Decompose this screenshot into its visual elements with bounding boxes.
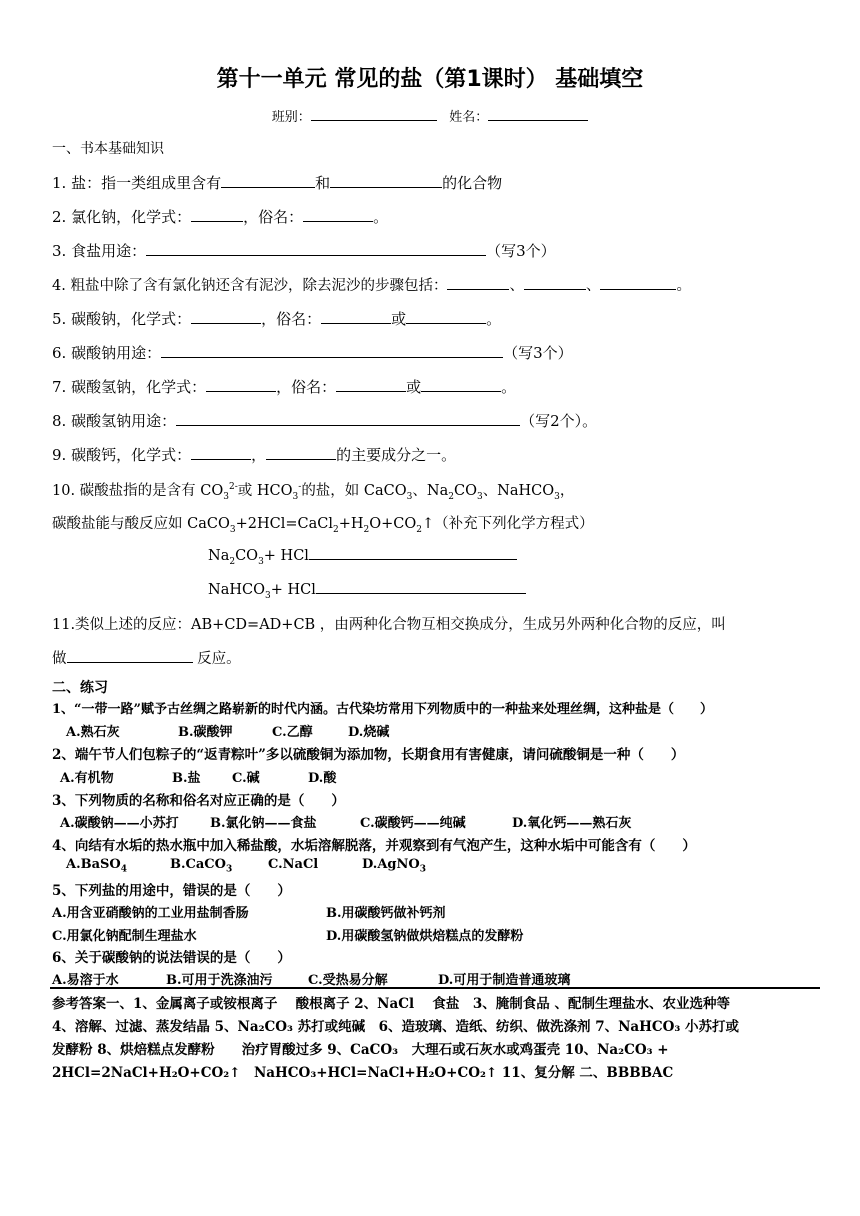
ex2-option-d[interactable]: D.酸 [308,771,337,786]
answer-line-2: 4、溶解、过滤、蒸发结晶 5、Na₂CO₃ 苏打或纯碱 6、造玻璃、造纸、纺织、做洗涤剂 7、NaHCO₃ 小苏打或 [52,1019,740,1035]
q7-text-d: 。 [501,378,517,396]
ex4-option-b[interactable] [170,857,268,875]
q3-blank[interactable] [146,241,486,256]
ex2-option-b[interactable]: B.盐 [172,771,201,786]
exercise-4-question: 4、向结有水垢的热水瓶中加入稀盐酸，水垢溶解脱落，并观察到有气泡产生，这种水垢中可能含有（ ） [52,838,696,854]
exercise-3-options [60,812,631,831]
ex4-d-text: D.AgNO [362,857,420,872]
q5-text-d: 。 [486,310,502,328]
q10-text-b: 或 HCO [237,483,293,499]
q5-text-a: 5. 碳酸钠，化学式： [52,310,192,328]
ex4-b-sub: 3 [225,864,233,875]
q4-text-a: 4. 粗盐中除了含有氯化钠还含有泥沙，除去泥沙的步骤包括： [52,278,448,294]
q10-text-f: ， [559,483,575,499]
eq1-s2: 3 [258,556,264,567]
answer-line-3: 发酵粉 8、烘焙糕点发酵粉 治疗胃酸过多 9、CaCO₃ 大理石或石灰水或鸡蛋壳 10、Na₂CO₃ + [52,1042,669,1058]
exercise-5-options-row-1 [52,902,446,921]
q10-text-c: 的盐，如 CaCO [301,483,407,499]
q10-l2-a: 碳酸盐能与酸反应如 CaCO [52,516,230,532]
q3-text-a: 3. 食盐用途： [52,242,147,260]
ex4-d-sub: 3 [419,864,426,875]
q7-text-b: ，俗名： [276,378,337,396]
question-10-line-1 [52,479,574,502]
q1-blank-2[interactable] [330,173,442,188]
ex6-option-d[interactable]: D.可用于制造普通玻璃 [438,973,571,988]
q9-blank-2[interactable] [266,445,336,460]
ex5-option-c[interactable]: C.用氯化钠配制生理盐水 [52,929,197,944]
answer-line-4: 2HCl=2NaCl+H₂O+CO₂↑ NaHCO₃+HCl=NaCl+H₂O+CO₂↑ 11、复分解 二、BBBBAC [52,1065,674,1081]
question-4 [52,274,691,295]
q10-d-sub2: 3 [476,491,483,502]
student-info-row [0,106,860,125]
question-9 [52,444,456,465]
q2-blank-1[interactable] [191,207,243,222]
q7-blank-2[interactable] [336,377,406,392]
question-5 [52,308,501,329]
question-7 [52,376,516,397]
q6-text-b: （写3个） [503,344,573,362]
answer-divider [50,987,820,989]
q1-text-a: 1. 盐：指一类组成里含有 [52,174,222,192]
q10-l2-s3: 2 [363,524,370,535]
ex2-option-c[interactable]: C.碱 [232,771,260,786]
q5-blank-1[interactable] [191,309,261,324]
q4-blank-3[interactable] [600,275,676,290]
q9-text-c: 的主要成分之一。 [336,446,457,464]
ex6-option-a[interactable]: A.易溶于水 [52,973,119,988]
question-1 [52,172,502,193]
ex4-option-a[interactable] [66,857,170,875]
q10-l2-d: O+CO [369,516,417,532]
q2-blank-2[interactable] [303,207,373,222]
exercise-1-options [66,721,389,740]
question-10-line-2 [52,512,594,535]
q10-hco3-sup: - [298,482,302,493]
exercise-2-question: 2、端午节人们包粽子的“返青粽叶”多以硫酸铜为添加物，长期食用有害健康，请问硫酸铜是一种（ ） [52,747,685,763]
question-6 [52,342,573,363]
exercise-4-options [66,857,426,875]
eq1-b: CO [235,548,259,564]
q10-equation-2 [208,579,526,601]
ex4-option-c[interactable]: C.NaCl [268,857,319,872]
q11-text-c: 反应。 [197,651,241,667]
q2-text-c: 。 [373,208,389,226]
eq2-s: 3 [264,590,271,601]
exercise-5-options-row-2 [52,925,523,944]
eq1-s1: 2 [229,556,236,567]
q4-blank-1[interactable] [447,275,509,290]
q7-blank-1[interactable] [206,377,276,392]
exercise-1-question: 1、“一带一路”赋予古丝绸之路崭新的时代内涵。古代染坊常用下列物质中的一种盐来处理丝绸，这种盐是（ ） [52,702,714,717]
q10-text-a: 10. 碳酸盐指的是含有 CO [52,483,224,499]
eq2-b: + HCl [270,582,316,598]
ex5-option-d[interactable]: D.用碳酸氢钠做烘焙糕点的发酵粉 [326,929,524,944]
q10-co3-sup: 2- [229,482,238,493]
q5-text-b: ，俗名： [261,310,322,328]
q7-blank-3[interactable] [421,377,501,392]
q9-text-a: 9. 碳酸钙，化学式： [52,446,192,464]
eq1-blank[interactable] [309,545,517,560]
q4-blank-2[interactable] [524,275,586,290]
class-blank[interactable] [311,106,437,121]
q10-text-d2: CO [453,483,477,499]
ex5-option-b[interactable]: B.用碳酸钙做补钙剂 [326,906,446,921]
question-11-line-2 [52,647,241,668]
ex3-option-a[interactable]: A.碳酸钠——小苏打 [60,816,179,831]
ex1-option-c[interactable]: C.乙醇 [272,725,313,740]
q11-text-a: 11.类似上述的反应：AB+CD=AD+CB ，由两种化合物互相交换成分，生成另外两种化合物的反应，叫 [52,617,726,633]
q10-e-sub: 3 [554,491,560,502]
q5-blank-2[interactable] [321,309,391,324]
ex3-option-d[interactable]: D.氧化钙——熟石灰 [512,816,632,831]
q10-equation-1 [208,545,517,567]
ex5-option-a[interactable]: A.用含亚硝酸钠的工业用盐制香肠 [52,906,249,921]
q9-text-b: ， [251,446,267,464]
eq2-blank[interactable] [316,579,526,594]
exercise-5-question: 5、下列盐的用途中，错误的是（ ） [52,883,291,899]
ex4-a-sub: 4 [120,864,128,875]
q6-blank[interactable] [161,343,503,358]
ex6-option-b[interactable]: B.可用于洗涤油污 [166,973,273,988]
q10-l2-e: ↑（补充下列化学方程式） [421,516,594,532]
q4-sep-2: 、 [585,278,601,294]
q10-l2-s1: 3 [229,524,236,535]
exercise-2-options [60,767,336,786]
ex4-option-d[interactable] [362,857,426,875]
q10-text-d: 、Na [412,483,449,499]
q10-l2-c: +H [338,516,364,532]
q8-text-a: 8. 碳酸氢钠用途： [52,412,177,430]
q3-text-b: （写3个） [486,242,556,260]
q7-text-c: 或 [406,378,422,396]
q4-end: 。 [676,278,691,294]
ex1-option-d[interactable]: D.烧碱 [348,725,390,740]
q10-l2-s4: 2 [416,524,422,535]
ex1-option-a[interactable]: A.熟石灰 [66,725,120,740]
q9-blank-1[interactable] [191,445,251,460]
q10-l2-b: +2HCl=CaCl [235,516,333,532]
page-title: 第十一单元 常见的盐（第1课时） 基础填空 [216,67,644,92]
q8-text-b: （写2个）。 [520,412,598,430]
q10-c-sub: 3 [406,491,413,502]
q7-text-a: 7. 碳酸氢钠，化学式： [52,378,207,396]
q2-text-a: 2. 氯化钠，化学式： [52,208,192,226]
answer-line-1: 参考答案一、1、金属离子或铵根离子 酸根离子 2、NaCl 食盐 3、腌制食品 、配制生理盐水、农业选种等 [52,996,730,1012]
ex3-option-b[interactable]: B.氯化钠——食盐 [210,816,317,831]
eq2-a: NaHCO [208,582,265,598]
section-2-title: 二、练习 [52,680,108,696]
q6-text-a: 6. 碳酸钠用途： [52,344,162,362]
exercise-6-options [52,969,570,988]
question-11-line-1 [52,613,726,634]
q2-text-b: ，俗名： [243,208,304,226]
q1-text-c: 的化合物 [442,174,503,192]
exercise-3-question: 3、下列物质的名称和俗名对应正确的是（ ） [52,793,345,809]
ex6-option-c[interactable]: C.受热易分解 [308,973,388,988]
ex4-b-text: B.CaCO [170,857,226,872]
class-label: 班别： [271,110,311,125]
q10-hco3-sub: 3 [292,491,299,502]
q10-co3-sub: 3 [223,491,229,502]
question-8 [52,410,597,431]
q1-text-b: 和 [315,174,331,192]
q10-text-e: 、NaHCO [482,483,555,499]
name-label: 姓名： [449,110,489,125]
ex1-option-b[interactable]: B.碳酸钾 [178,725,233,740]
ex4-a-text: A.BaSO [66,857,121,872]
q5-blank-3[interactable] [406,309,486,324]
q10-d-sub1: 2 [448,491,454,502]
ex3-option-c[interactable]: C.碳酸钙——纯碱 [360,816,466,831]
q1-blank-1[interactable] [221,173,315,188]
question-2 [52,206,388,227]
question-3 [52,240,556,261]
q10-l2-s2: 2 [332,524,339,535]
q11-text-b: 做 [52,651,67,667]
q8-blank[interactable] [176,411,520,426]
q4-sep-1: 、 [509,278,524,294]
name-blank[interactable] [488,106,588,121]
eq1-c: + HCl [263,548,309,564]
eq1-a: Na [208,548,230,564]
q11-blank[interactable] [67,648,193,663]
section-1-title: 一、书本基础知识 [52,141,164,157]
q5-text-c: 或 [391,310,407,328]
exercise-6-question: 6、关于碳酸钠的说法错误的是（ ） [52,950,291,966]
ex2-option-a[interactable]: A.有机物 [60,771,114,786]
